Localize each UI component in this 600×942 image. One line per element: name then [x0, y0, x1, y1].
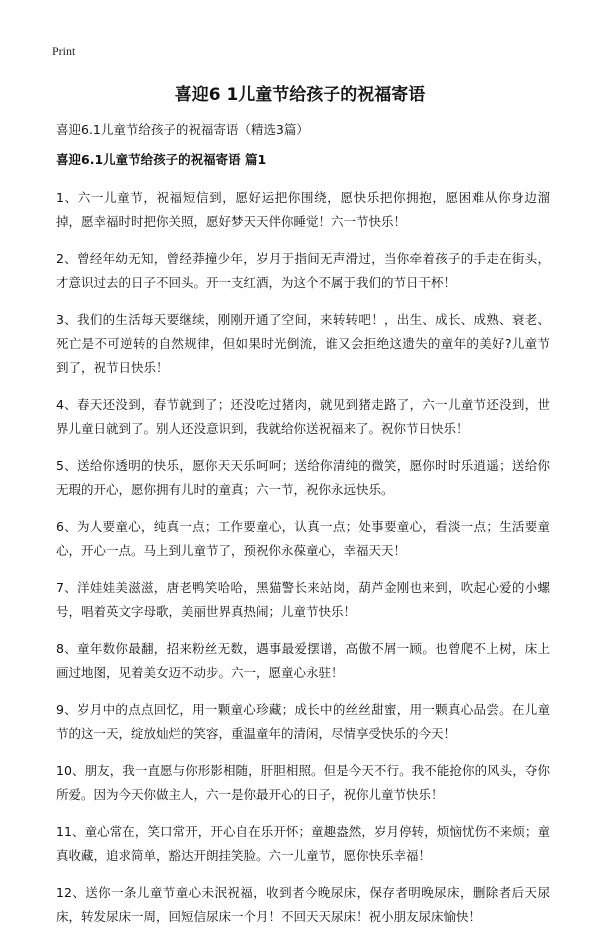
paragraph: 11、童心常在，笑口常开，开心自在乐开怀；童趣盎然，岁月停转，烦恼忧伤不来烦；童真收藏，追求简单，豁达开朗挂笑脸。六一儿童节，愿你快乐幸福！ [56, 824, 550, 863]
paragraph: 7、洋娃娃美滋滋，唐老鸭笑哈哈，黑猫警长来站岗，葫芦金刚也来到，吹起心爱的小螺号，唱着英文字母歌，美丽世界真热闹；儿童节快乐！ [56, 580, 550, 619]
paragraph: 4、春天还没到，春节就到了；还没吃过猪肉，就见到猪走路了，六一儿童节还没到，世界儿童日就到了。别人还没意识到，我就给你送祝福来了。祝你节日快乐！ [56, 397, 550, 436]
paragraph: 9、岁月中的点点回忆，用一颗童心珍藏；成长中的丝丝甜蜜，用一颗真心品尝。在儿童节的这一天，绽放灿烂的笑容，重温童年的清闲，尽情享受快乐的今天！ [56, 702, 550, 741]
paragraph: 5、送给你透明的快乐，愿你天天乐呵呵；送给你清纯的微笑，愿你时时乐逍遥；送给你无瑕的开心，愿你拥有儿时的童真；六一节，祝你永远快乐。 [56, 458, 550, 497]
print-link[interactable]: Print [52, 44, 76, 58]
paragraph: 2、曾经年幼无知，曾经莽撞少年，岁月于指间无声滑过，当你牵着孩子的手走在街头，才意识过去的日子不回头。开一支红酒，为这个不属于我们的节日干杯！ [56, 251, 550, 290]
paragraph: 6、为人要童心，纯真一点；工作要童心，认真一点；处事要童心，看淡一点；生活要童心，开心一点。马上到儿童节了，预祝你永葆童心，幸福天天！ [56, 519, 550, 558]
paragraph: 10、朋友，我一直愿与你形影相随，肝胆相照。但是今天不行。我不能抢你的风头，夺你所爱。因为今天你做主人，六一是你最开心的日子，祝你儿童节快乐！ [56, 763, 550, 802]
paragraph: 1、六一儿童节，祝福短信到，愿好运把你围绕，愿快乐把你拥抱，愿困难从你身边溜掉，愿幸福时时把你关照，愿好梦天天伴你睡觉！六一节快乐！ [56, 190, 550, 229]
paragraph: 3、我们的生活每天要继续，刚刚开通了空间，来转转吧！，出生、成长、成熟、衰老、死亡是不可逆转的自然规律，但如果时光倒流，谁又会拒绝这遗失的童年的美好?儿童节到了，祝节日快乐！ [56, 312, 550, 375]
paragraph: 12、送你一条儿童节童心未泯祝福，收到者今晚尿床，保存者明晚尿床，删除者后天尿床，转发尿床一周，回短信尿床一个月！不回天天尿床！祝小朋友尿床愉快！ [56, 885, 550, 924]
subtitle: 喜迎6.1儿童节给孩子的祝福寄语（精选3篇） [56, 122, 309, 137]
page-title: 喜迎6 1儿童节给孩子的祝福寄语 [174, 85, 426, 105]
paragraph-list [56, 186, 550, 942]
section-heading: 喜迎6.1儿童节给孩子的祝福寄语 篇1 [56, 152, 267, 167]
paragraph: 8、童年数你最翻，招来粉丝无数，遇事最爱摆谱，高傲不屑一顾。也曾爬不上树，床上画过地图，见着美女迈不动步。六一，愿童心永驻！ [56, 641, 550, 680]
